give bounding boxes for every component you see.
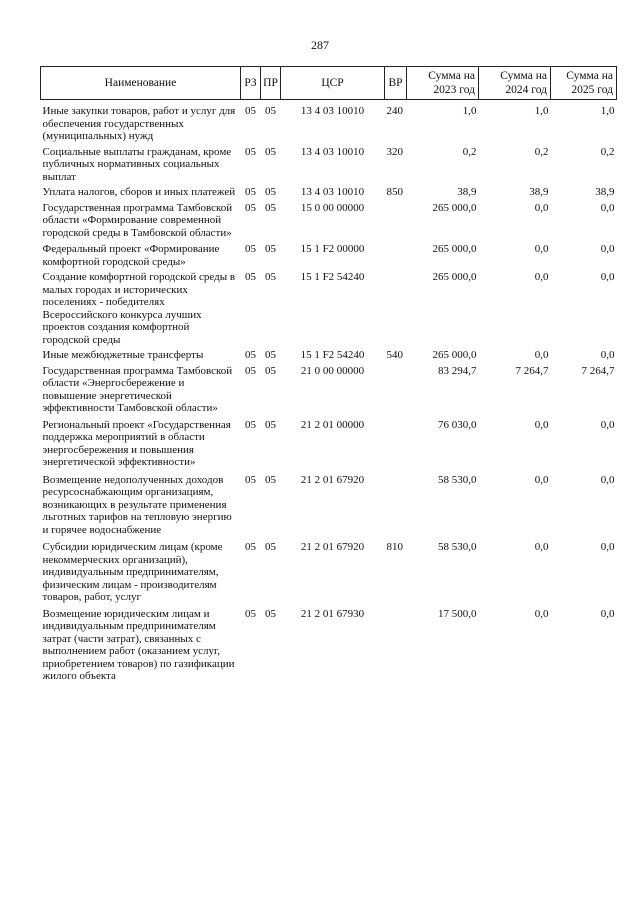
header-sum-2024: Сумма на 2024 год [479,67,551,100]
cell-vr [385,365,407,419]
header-pr: ПР [261,67,281,100]
cell-sum-2025: 0,2 [600,145,615,158]
cell-sum-2023: 265 000,0 [432,201,477,214]
header-sum-2023: Сумма на 2023 год [407,67,479,100]
cell-sum-2023: 265 000,0 [432,271,477,283]
cell-name: Создание комфортной городской среды в малых городах и исторических поселениях - победителях Всероссийского конкурса лучших проектов создания комфортной городской среды [42,271,236,346]
cell-sum-2025: 7 264,7 [581,364,615,377]
header-sum-2025: Сумма на 2025 год [551,67,617,100]
cell-vr [385,419,407,474]
cell-sum-2023: 38,9 [457,186,477,198]
cell-sum-2025: 0,0 [600,418,615,431]
cell-sum-2025: 0,0 [600,201,615,214]
cell-name: Возмещение недополученных доходов ресурсоснабжающим организациям, возникающих в результате применения льготных тарифов на тепловую энергию и горячее водоснабжение [42,473,232,536]
table-row [41,365,617,419]
cell-sum-2023: 17 500,0 [438,607,477,620]
table-row [41,349,617,365]
cell-sum-2024: 1,0 [534,105,549,117]
cell-csr: 21 0 00 00000 [300,364,365,377]
cell-sum-2024: 7 264,7 [515,364,549,377]
cell-name: Региональный проект «Государственная поддержка мероприятий в области энергосбережения и повышения энергетической эффективности» [42,418,231,468]
table-row [41,202,617,244]
cell-sum-2023: 1,0 [462,105,477,117]
cell-sum-2024: 0,0 [534,473,549,486]
cell-vr: 810 [386,541,403,553]
cell-sum-2023: 76 030,0 [438,418,477,431]
cell-pr: 05 [265,105,276,117]
cell-name: Возмещение юридическим лицам и индивидуальным предпринимателям затрат (части затрат), связанных с выполнением работ (оказанием услуг, приобретением товаров) по газификации жилого объекта [42,607,235,682]
cell-vr [385,202,407,244]
cell-sum-2025: 0,0 [600,243,615,255]
table-row [41,100,617,146]
cell-sum-2023: 0,2 [462,145,477,158]
table-row [41,541,617,608]
header-rz: РЗ [241,67,261,100]
page-number: 287 [311,38,329,52]
cell-name: Иные закупки товаров, работ и услуг для обеспечения государственных (муниципальных) нужд [42,105,236,142]
cell-sum-2023: 58 530,0 [438,541,477,553]
cell-csr: 21 2 01 00000 [300,418,365,431]
cell-vr [385,243,407,271]
table-row [41,474,617,542]
cell-pr: 05 [265,271,276,283]
cell-csr: 21 2 01 67920 [300,473,365,486]
cell-sum-2024: 0,0 [534,607,549,620]
cell-pr: 05 [265,349,276,361]
cell-vr [385,474,407,542]
cell-pr: 05 [265,145,276,158]
budget-table [40,66,617,686]
table-header [41,67,617,100]
cell-vr: 320 [386,145,403,158]
cell-vr [385,608,407,686]
table-row [41,271,617,349]
cell-sum-2024: 0,0 [534,418,549,431]
cell-pr: 05 [265,541,276,553]
cell-rz: 05 [245,364,256,377]
cell-name: Государственная программа Тамбовской области «Энергосбережение и повышение энергетической эффективности Тамбовской области» [42,364,233,414]
cell-name: Социальные выплаты гражданам, кроме публичных нормативных социальных выплат [42,145,232,183]
cell-csr: 15 1 F2 00000 [300,243,365,255]
cell-vr [385,271,407,349]
cell-csr: 13 4 03 10010 [300,186,365,198]
header-vr: ВР [385,67,407,100]
cell-sum-2025: 0,0 [600,473,615,486]
cell-name: Государственная программа Тамбовской области «Формирование современной городской среды в Тамбовской области» [42,201,233,239]
cell-pr: 05 [265,418,276,431]
cell-pr: 05 [265,201,276,214]
cell-rz: 05 [245,607,256,620]
cell-rz: 05 [245,145,256,158]
cell-rz: 05 [245,271,256,283]
cell-vr: 540 [386,349,403,361]
table-row [41,608,617,686]
cell-sum-2025: 0,0 [600,541,615,553]
cell-sum-2024: 0,0 [534,201,549,214]
cell-vr: 240 [386,105,403,117]
cell-pr: 05 [265,364,276,377]
cell-csr: 13 4 03 10010 [300,145,365,158]
cell-sum-2024: 38,9 [529,186,549,198]
cell-sum-2024: 0,2 [534,145,549,158]
cell-csr: 21 2 01 67930 [300,607,365,620]
cell-sum-2024: 0,0 [534,541,549,553]
cell-pr: 05 [265,607,276,620]
cell-name: Иные межбюджетные трансферты [42,349,204,361]
cell-rz: 05 [245,105,256,117]
cell-sum-2025: 0,0 [600,271,615,283]
cell-sum-2024: 0,0 [534,271,549,283]
table-row [41,186,617,202]
cell-rz: 05 [245,418,256,431]
cell-pr: 05 [265,243,276,255]
cell-sum-2023: 265 000,0 [432,349,477,361]
cell-rz: 05 [245,186,256,198]
table-row [41,243,617,271]
cell-name: Уплата налогов, сборов и иных платежей [42,186,236,198]
cell-pr: 05 [265,473,276,486]
cell-name: Федеральный проект «Формирование комфортной городской среды» [42,243,220,268]
cell-sum-2025: 0,0 [600,607,615,620]
table-body [41,100,617,686]
cell-csr: 15 1 F2 54240 [300,349,365,361]
header-name: Наименование [41,67,241,100]
cell-csr: 21 2 01 67920 [300,541,365,553]
cell-sum-2023: 58 530,0 [438,473,477,486]
cell-sum-2023: 83 294,7 [438,364,477,377]
cell-rz: 05 [245,349,256,361]
cell-rz: 05 [245,243,256,255]
cell-pr: 05 [265,186,276,198]
cell-rz: 05 [245,541,256,553]
table-row [41,419,617,474]
cell-csr: 13 4 03 10010 [300,105,365,117]
cell-csr: 15 0 00 00000 [300,201,365,214]
table-row [41,146,617,187]
cell-rz: 05 [245,473,256,486]
cell-sum-2025: 0,0 [600,349,615,361]
cell-sum-2024: 0,0 [534,243,549,255]
cell-name: Субсидии юридическим лицам (кроме некоммерческих организаций), индивидуальным предпринимателям, физическим лицам - производителям товаров, работ, услуг [42,541,223,603]
header-csr: ЦСР [281,67,385,100]
cell-csr: 15 1 F2 54240 [300,271,365,283]
cell-sum-2025: 38,9 [595,186,615,198]
cell-sum-2023: 265 000,0 [432,243,477,255]
cell-sum-2025: 1,0 [600,105,615,117]
cell-rz: 05 [245,201,256,214]
cell-sum-2024: 0,0 [534,349,549,361]
cell-vr: 850 [386,186,403,198]
